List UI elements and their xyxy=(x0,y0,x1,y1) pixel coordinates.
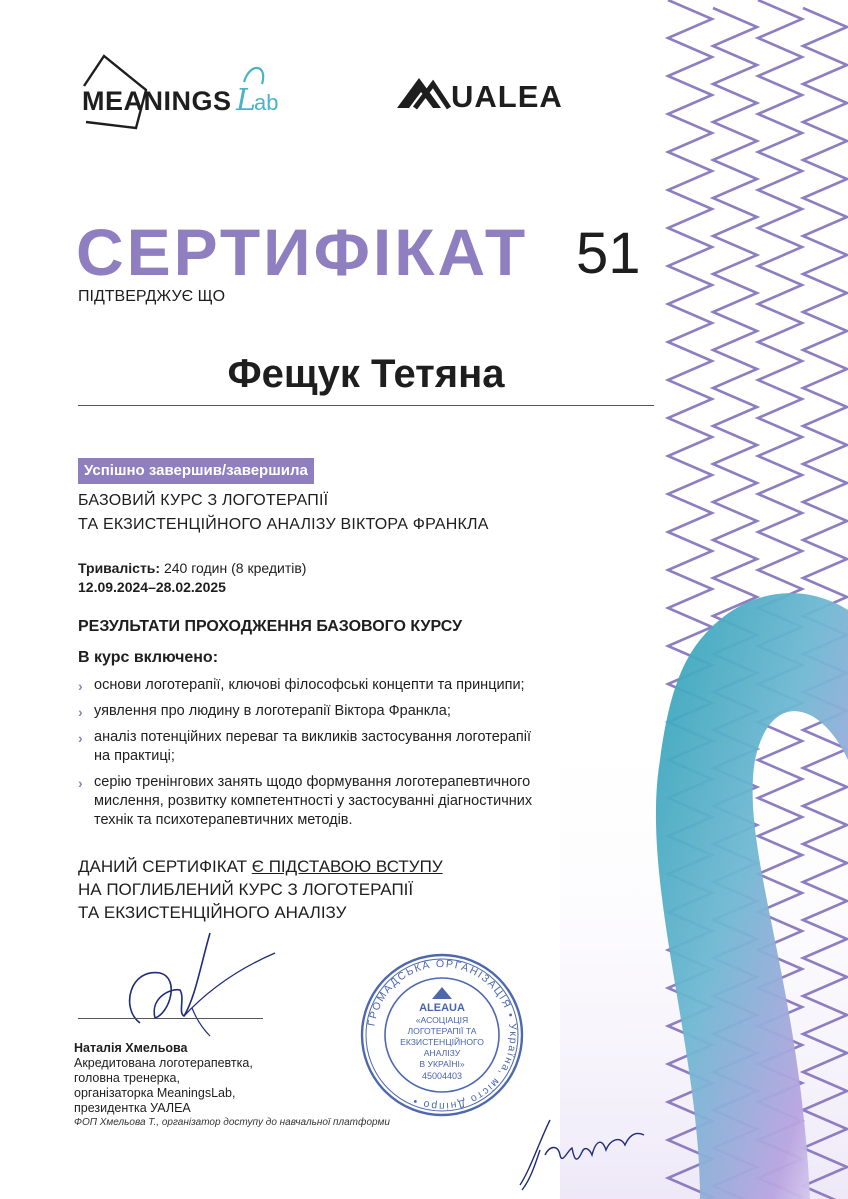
course-dates: 12.09.2024–28.02.2025 xyxy=(78,579,226,595)
list-item-text: основи логотерапії, ключові філософські концепти та принципи; xyxy=(94,677,525,693)
duration-label: Тривалість: xyxy=(78,560,161,576)
chevron-right-icon: › xyxy=(78,730,83,746)
svg-text:MEANINGS: MEANINGS xyxy=(82,86,232,116)
signer-line-4: президентка УАЛЕА xyxy=(74,1101,191,1115)
confirms-text: ПІДТВЕРДЖУЄ ЩО xyxy=(78,288,226,305)
included-heading: В курс включено: xyxy=(78,649,219,666)
stamp-brand: ALEAUA xyxy=(419,1002,465,1014)
certificate-number: 51 xyxy=(576,221,641,286)
signature-secondary xyxy=(510,1110,660,1195)
list-item xyxy=(78,773,658,830)
basis-line-1 xyxy=(78,855,443,878)
list-item-text: серію тренінгових занять щодо формування логотерапевтичного мислення, розвитку компетентності у застосуванні діагностичних технік та психотерапевтичних методів. xyxy=(94,774,533,828)
official-stamp xyxy=(358,951,526,1119)
course-line-1: БАЗОВИЙ КУРС З ЛОГОТЕРАПІЇ xyxy=(78,492,329,509)
stamp-line-5: В УКРАЇНІ» xyxy=(419,1059,465,1069)
signer-block xyxy=(74,1041,253,1116)
basis-line-2: НА ПОГЛИБЛЕНИЙ КУРС З ЛОГОТЕРАПІЇ xyxy=(78,880,414,899)
list-item-text: уявлення про людину в логотерапії Віктора Франкла; xyxy=(94,703,451,719)
list-item xyxy=(78,728,658,766)
basis-line-1-text: ДАНИЙ СЕРТИФІКАТ xyxy=(78,857,252,876)
chevron-right-icon: › xyxy=(78,678,83,694)
signature xyxy=(100,928,280,1048)
meaningslab-logo xyxy=(78,52,308,132)
chevron-right-icon: › xyxy=(78,775,83,791)
svg-text:ab: ab xyxy=(254,90,279,115)
svg-text:UALEA: UALEA xyxy=(451,79,563,112)
signer-line-3: організаторка MeaningsLab, xyxy=(74,1086,236,1100)
fop-note: ФОП Хмельова Т., організатор доступу до навчальної платформи xyxy=(74,1117,390,1128)
stamp-line-2: ЛОГОТЕРАПІЇ ТА xyxy=(407,1026,477,1036)
ribbon-shape xyxy=(656,593,848,1199)
list-item-text: аналіз потенційних переваг та викликів застосування логотерапії на практиці; xyxy=(94,729,532,764)
zigzag-line xyxy=(803,8,847,1199)
stamp-code: 45004403 xyxy=(421,1071,463,1081)
included-list xyxy=(78,676,658,837)
signature-line xyxy=(78,1018,263,1019)
chevron-right-icon: › xyxy=(78,704,83,720)
results-heading: РЕЗУЛЬТАТИ ПРОХОДЖЕННЯ БАЗОВОГО КУРСУ xyxy=(78,618,463,635)
duration xyxy=(78,560,306,576)
zigzag-line xyxy=(713,8,757,1199)
zigzag-line xyxy=(758,0,802,1199)
basis-statement xyxy=(78,855,443,924)
basis-line-1-underlined: Є ПІДСТАВОЮ ВСТУПУ xyxy=(251,857,443,876)
list-item xyxy=(78,676,658,695)
completed-badge: Успішно завершив/завершила xyxy=(78,458,314,484)
basis-line-3: ТА ЕКЗИСТЕНЦІЙНОГО АНАЛІЗУ xyxy=(78,903,347,922)
stamp-line-1: «АСОЦІАЦІЯ xyxy=(415,1015,469,1025)
course-line-2: ТА ЕКЗИСТЕНЦІЙНОГО АНАЛІЗУ ВІКТОРА ФРАНКЛА xyxy=(78,516,489,533)
svg-text:L: L xyxy=(236,83,256,118)
stamp-line-3: ЕКЗИСТЕНЦІЙНОГО xyxy=(400,1037,484,1047)
course-name xyxy=(78,489,489,537)
stamp-line-4: АНАЛІЗУ xyxy=(423,1048,461,1058)
certificate-title: СЕРТИФІКАТ xyxy=(76,215,529,289)
duration-value: 240 годин (8 кредитів) xyxy=(163,560,307,576)
signer-line-2: головна тренерка, xyxy=(74,1071,180,1085)
list-item xyxy=(78,702,658,721)
stamp-ring-text: ГРОМАДСЬКА ОРГАНІЗАЦІЯ • Україна, місто Дніпро • xyxy=(365,957,520,1113)
recipient-underline xyxy=(78,405,654,406)
signer-name: Наталія Хмельова xyxy=(74,1041,188,1055)
signer-line-1: Акредитована логотерапевтка, xyxy=(74,1056,253,1070)
ualea-logo xyxy=(395,72,585,112)
zigzag-pattern xyxy=(668,0,847,1199)
recipient-name: Фещук Тетяна xyxy=(227,352,505,396)
zigzag-line xyxy=(668,0,712,1199)
